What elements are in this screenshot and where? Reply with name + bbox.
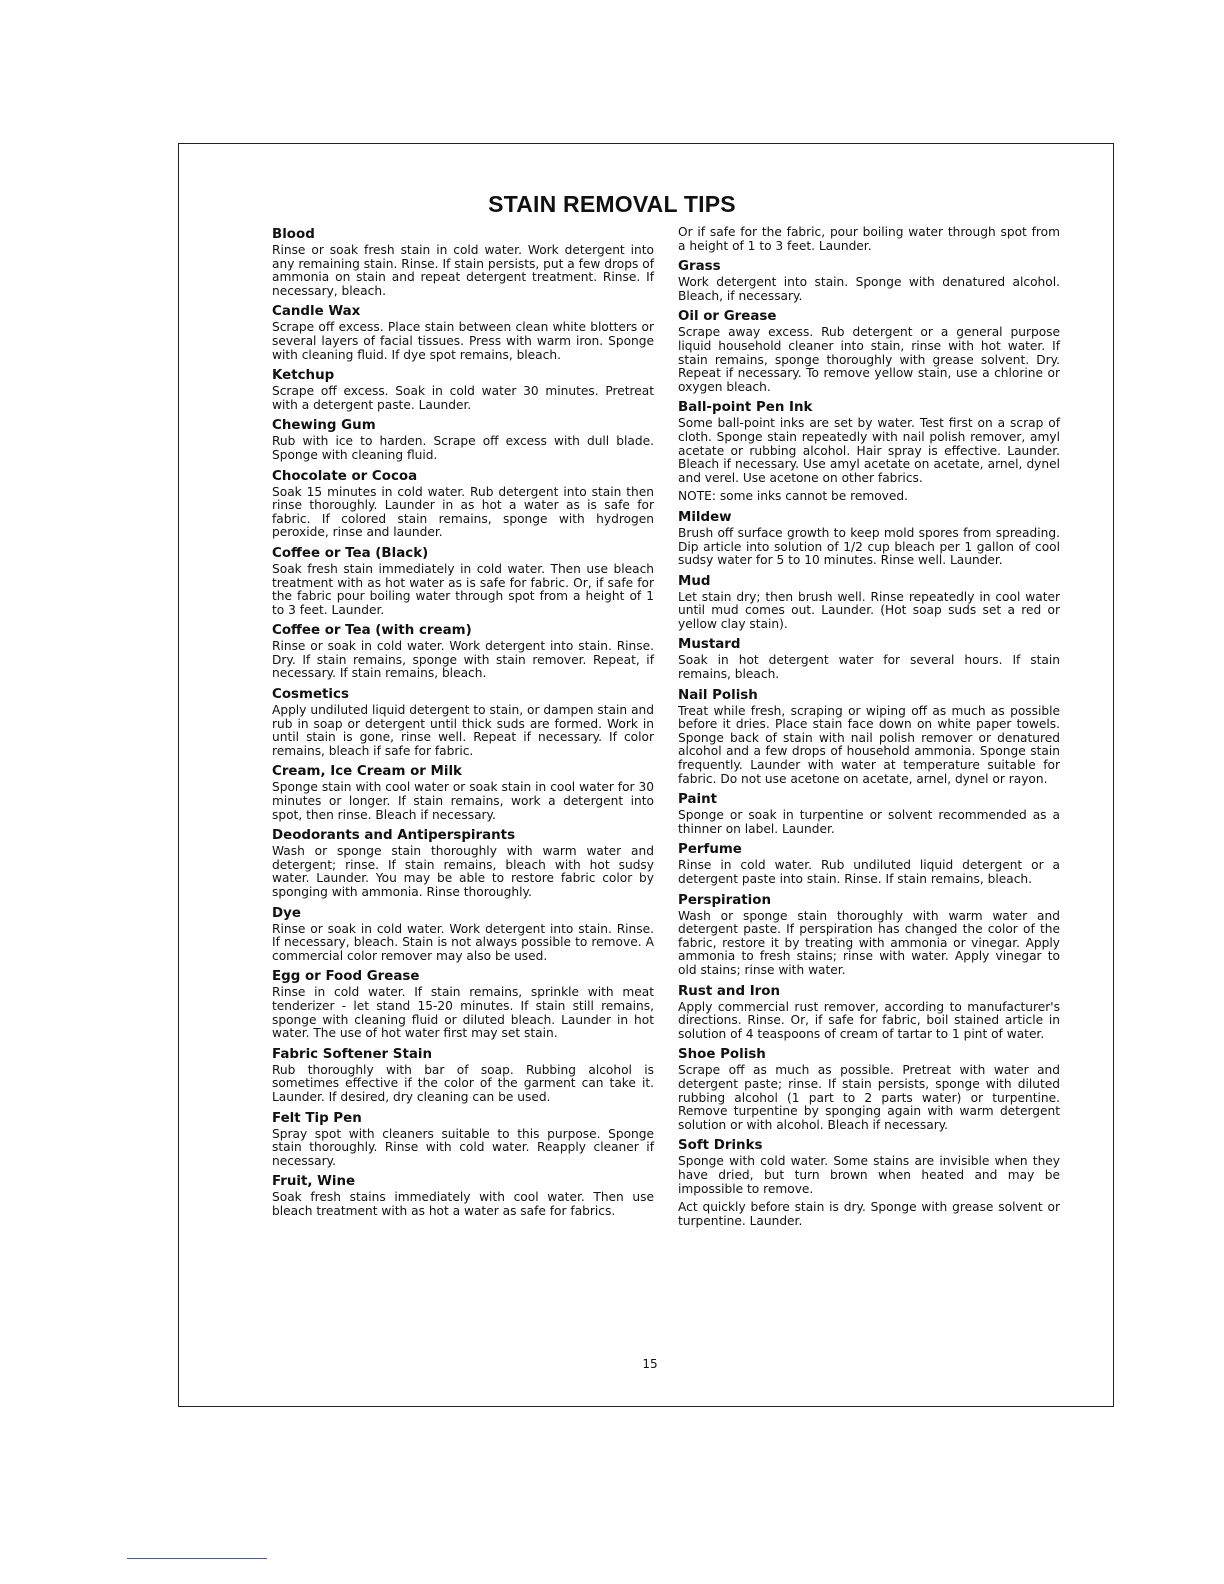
entry-title: Oil or Grease [678, 309, 777, 325]
entry-title: Coffee or Tea (Black) [272, 545, 429, 561]
entry-body: Rinse in cold water. If stain remains, sprinkle with meat tenderizer - let stand 15-20 minutes. If stain still remains, sponge with cleaning fluid or diluted bleach. Launder in hot water. The use of hot water first may set stain. [272, 985, 654, 1041]
entry-title: Soft Drinks [678, 1138, 763, 1154]
closing-text: Act quickly before stain is dry. Sponge with grease solvent or turpentine. Launder. [678, 1200, 1060, 1228]
entry-title: Ketchup [272, 368, 335, 384]
entry-body: Apply undiluted liquid detergent to stain, or dampen stain and rub in soap or detergent until thick suds are formed. Work in until stain is gone, rinse well. Repeat if necessary. If color remains, bleach if safe for fabric. [272, 703, 654, 758]
footer-link-underline[interactable] [127, 1558, 267, 1559]
entry-body: Sponge stain with cool water or soak stain in cool water for 30 minutes or longer. If stain remains, work a detergent into spot, then rinse. Bleach if necessary. [272, 780, 654, 822]
stain-entry-coffee-black [272, 545, 654, 617]
stain-entry-grass [678, 258, 1060, 303]
entry-title: Mustard [678, 637, 741, 653]
entry-body: Soak fresh stains immediately with cool water. Then use bleach treatment with as hot a water as safe for fabrics. [272, 1190, 654, 1218]
entry-title: Chewing Gum [272, 418, 376, 434]
stain-entry-nail-polish [678, 687, 1060, 787]
stain-entry-ball-point-pen [678, 399, 1060, 485]
stain-entry-mustard [678, 636, 1060, 681]
entry-title: Egg or Food Grease [272, 969, 420, 985]
entry-title: Rust and Iron [678, 983, 781, 999]
stain-entry-mud [678, 573, 1060, 632]
entry-body: Soak in hot detergent water for several hours. If stain remains, bleach. [678, 653, 1060, 682]
entry-body: Rinse or soak in cold water. Work detergent into stain. Rinse. If necessary, bleach. Stain is not always possible to remove. A commercial color remover may also be used. [272, 921, 654, 963]
entry-title: Paint [678, 792, 718, 808]
stain-entry-chocolate [272, 468, 654, 540]
entry-body: Scrape off excess. Place stain between clean white blotters or several layers of facial tissues. Press with warm iron. Sponge with cleaning fluid. If dye spot remains, bleach. [272, 320, 654, 362]
stain-entry-felt-tip-pen [272, 1110, 654, 1169]
stain-entry-chewing-gum [272, 417, 654, 462]
entry-title: Candle Wax [272, 304, 361, 320]
entry-title: Blood [272, 227, 315, 242]
entry-title: Nail Polish [678, 687, 758, 703]
stain-entry-blood [272, 226, 654, 298]
entry-body: Apply commercial rust remover, according to manufacturer's directions. Rinse. Or, if safe for fabric, boil stained article in solution of 4 teaspoons of cream of tartar to 1 pint of water. [678, 999, 1060, 1041]
entry-title: Shoe Polish [678, 1047, 766, 1063]
entry-title: Ball-point Pen Ink [678, 400, 813, 416]
entry-title: Deodorants and Antiperspirants [272, 828, 516, 844]
stain-entry-fruit-wine [272, 1173, 654, 1218]
stain-entry-soft-drinks [678, 1137, 1060, 1196]
entry-body: Treat while fresh, scraping or wiping off as much as possible before it dries. Place stain face down on white paper towels. Sponge back of stain with nail polish remover or denatured alcohol and a few drops of household ammonia. Sponge stain frequently. Launder with water at temperature suitable for fabric. Do not use acetone on acetate, arnel, dynel or rayon. [678, 703, 1060, 786]
stain-entry-candle-wax [272, 303, 654, 362]
entry-body: Spray spot with cleaners suitable to this purpose. Sponge stain thoroughly. Rinse with cold water. Reapply cleaner if necessary. [272, 1126, 654, 1168]
entry-title: Chocolate or Cocoa [272, 468, 418, 484]
entry-body: Soak 15 minutes in cold water. Rub detergent into stain then rinse thoroughly. Launder in as hot a water as is safe for fabric. If colored stain remains, sponge with hydrogen peroxide, rinse and launder. [272, 484, 654, 540]
entry-title: Fabric Softener Stain [272, 1046, 433, 1062]
entry-title: Felt Tip Pen [272, 1110, 362, 1126]
entry-body: Work detergent into stain. Sponge with denatured alcohol. Bleach, if necessary. [678, 275, 1060, 303]
entry-body: Scrape off excess. Soak in cold water 30 minutes. Pretreat with a detergent paste. Launder. [272, 384, 654, 412]
stain-entry-rust-iron [678, 983, 1060, 1042]
entry-title: Fruit, Wine [272, 1174, 356, 1190]
stain-entry-egg [272, 968, 654, 1040]
entry-title: Dye [272, 905, 301, 921]
entry-body: Wash or sponge stain thoroughly with warm water and detergent; rinse. If stain remains, bleach with hot sudsy water. Launder. You may be able to restore fabric color by sponging with ammonia. Rinse thoroughly. [272, 844, 654, 899]
page-title: STAIN REMOVAL TIPS [488, 191, 736, 217]
entry-body: Scrape off as much as possible. Pretreat with water and detergent paste; rinse. If stain persists, sponge with diluted rubbing alcohol (1 part to 2 parts water) or turpentine. Remove turpentine by sponging again with warm detergent solution or with alcohol. Bleach if necessary. [678, 1063, 1060, 1132]
stain-entry-perspiration [678, 892, 1060, 978]
stain-entry-fabric-softener [272, 1046, 654, 1105]
entry-body: Sponge with cold water. Some stains are invisible when they have dried, but turn brown when heated and may be impossible to remove. [678, 1154, 1060, 1196]
entry-body: Sponge or soak in turpentine or solvent recommended as a thinner on label. Launder. [678, 808, 1060, 836]
stain-entry-cream [272, 763, 654, 822]
stain-entry-shoe-polish [678, 1046, 1060, 1132]
entry-title: Perspiration [678, 892, 772, 908]
entry-title: Grass [678, 259, 721, 275]
entry-body: Soak fresh stain immediately in cold water. Then use bleach treatment with as hot water as is safe for fabric. Or, if safe for the fabric pour boiling water through spot from a height of 1 to 3 feet. Launder. [272, 561, 654, 617]
stain-entry-mildew [678, 509, 1060, 568]
stain-entry-deodorants [272, 827, 654, 899]
entry-body: Brush off surface growth to keep mold spores from spreading. Dip article into solution of 1/2 cup bleach per 1 gallon of cool sudsy water for 5 to 10 minutes. Rinse well. Launder. [678, 525, 1060, 568]
entry-body: Rub thoroughly with bar of soap. Rubbing alcohol is sometimes effective if the color of the garment can take it. Launder. If desired, dry cleaning can be used. [272, 1062, 654, 1104]
entry-title: Cosmetics [272, 687, 349, 703]
page-number: 15 [642, 1357, 658, 1371]
entry-title: Perfume [678, 842, 742, 858]
ink-note: NOTE: some inks cannot be removed. [678, 489, 909, 504]
stain-entry-coffee-cream [272, 622, 654, 681]
entry-body: Rub with ice to harden. Scrape off excess with dull blade. Sponge with cleaning fluid. [272, 434, 654, 462]
entry-title: Cream, Ice Cream or Milk [272, 764, 462, 780]
stain-entry-cosmetics [272, 686, 654, 758]
entry-body: Let stain dry; then brush well. Rinse repeatedly in cool water until mud comes out. Launder. (Hot soap suds set a red or yellow clay stain). [678, 589, 1060, 631]
stain-entry-ketchup [272, 367, 654, 412]
entry-title: Mildew [678, 509, 732, 525]
entry-body: Some ball-point inks are set by water. Test first on a scrap of cloth. Sponge stain repeatedly with nail polish remover, amyl acetate or rubbing alcohol. Hair spray is effective. Launder. Bleach if necessary. Use amyl acetate on acetate, arnel, dynel and verel. Use acetone on other fabrics. [678, 416, 1060, 485]
stain-entry-perfume [678, 841, 1060, 886]
right-column [678, 226, 1060, 1228]
stain-entry-oil-grease [678, 308, 1060, 394]
left-column [272, 226, 654, 1224]
stain-entry-paint [678, 791, 1060, 836]
entry-title: Mud [678, 573, 711, 589]
stain-entry-dye [272, 905, 654, 964]
entry-body: Rinse in cold water. Rub undiluted liquid detergent or a detergent paste into stain. Rinse. If stain remains, bleach. [678, 858, 1060, 886]
entry-body: Rinse or soak in cold water. Work detergent into stain. Rinse. Dry. If stain remains, sponge with stain remover. Repeat, if necessary. If stain remains, bleach. [272, 639, 654, 681]
continuation-text: Or if safe for the fabric, pour boiling water through spot from a height of 1 to 3 feet. Launder. [678, 225, 1060, 253]
entry-title: Coffee or Tea (with cream) [272, 623, 472, 639]
entry-body: Rinse or soak fresh stain in cold water. Work detergent into any remaining stain. Rinse. If stain persists, put a few drops of ammonia on stain and repeat detergent treatment. Rinse. If necessary, bleach. [272, 243, 654, 298]
entry-body: Scrape away excess. Rub detergent or a general purpose liquid household cleaner into stain, rinse with hot water. If stain remains, sponge thoroughly with grease solvent. Dry. Repeat if necessary. To remove yellow stain, use a chlorine or oxygen bleach. [678, 325, 1060, 394]
entry-body: Wash or sponge stain thoroughly with warm water and detergent paste. If perspiration has changed the color of the fabric, restore it by treating with ammonia or vinegar. Apply ammonia to fresh stains; rinse with water. Apply vinegar to old stains; rinse with water. [678, 908, 1060, 977]
